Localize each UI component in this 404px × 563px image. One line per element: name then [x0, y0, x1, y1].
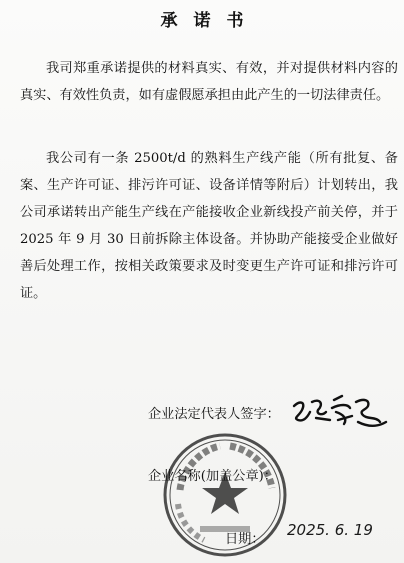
date-label: 日期：	[225, 532, 265, 547]
paragraph-commitment-truth: 我司郑重承诺提供的材料真实、有效，并对提供材料内容的真实、有效性负责，如有虚假愿承担由此产生的一切法律责任。	[20, 61, 398, 103]
signature-label: 企业法定代表人签字：	[148, 407, 280, 422]
company-name-label: 企业名称(加盖公章)：	[148, 469, 277, 484]
handwritten-date: 2025. 6. 19	[287, 521, 373, 539]
handwritten-signature	[290, 392, 390, 432]
date-row	[225, 528, 265, 547]
document-title: 承诺书	[160, 11, 260, 31]
paragraph-capacity-transfer: 我公司有一条 2500t/d 的熟料生产线产能（所有批复、备案、生产许可证、排污许可证、设备详情等附后）计划转出，我公司承诺转出产能生产线在产能接收企业新线投产前关停，并于 2025 年 9 月 30 日前拆除主体设备。并协助产能接受企业做好善后处理工作，按相关政策要求及时变更生产许可证和排污许可证。	[20, 151, 398, 301]
